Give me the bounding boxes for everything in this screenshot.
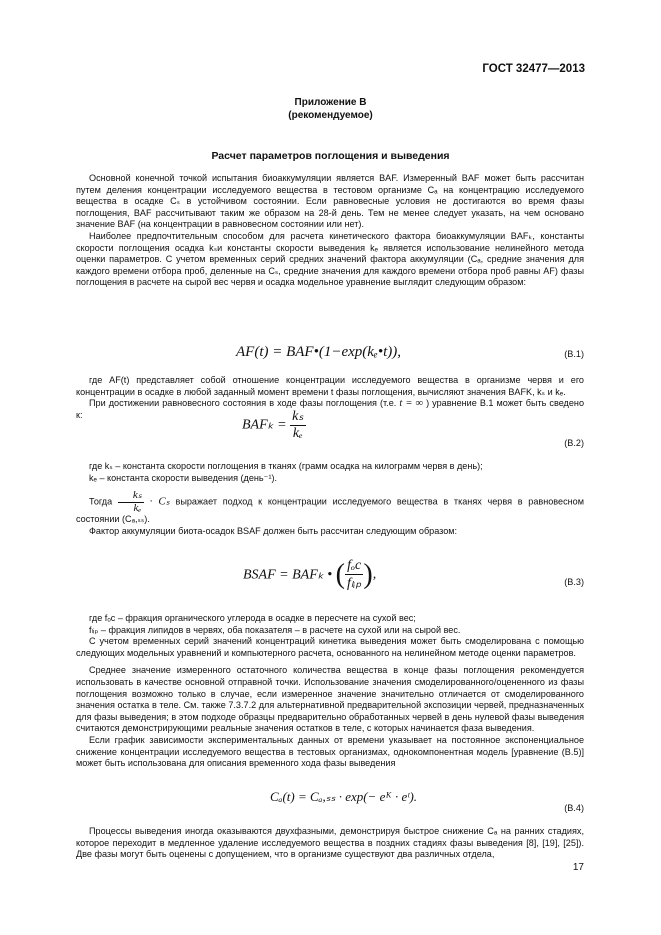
equation-b2 (242, 408, 306, 442)
inline-frac-denominator: kₑ (133, 501, 142, 514)
paragraph-block-2 (76, 375, 584, 421)
paragraph: Фактор аккумуляции биота-осадок BSAF должен быть рассчитан следующим образом: (89, 526, 458, 537)
equation-b2-numerator: kₛ (292, 409, 304, 424)
equation-b4: Cₐ(t) = Cₐ,ₛₛ · exp(− eᴷ · eᵗ). (270, 789, 418, 804)
paragraph: Процессы выведения иногда оказываются двухфазными, демонстрируя быстрое снижение Cₐ на ранних стадиях, которое переходит в медленное удаление исследуемого вещества в поздних стадиях фазы выведения [8], [19], [25]). Две фазы могут быть оценены с допущением, что в организме существуют два различных отдела, (76, 826, 584, 860)
equation-b3: BSAF = BAFₖ • ( $\frac{\text{fₒc}}{\text{fₗᵢₚ}}$ ), (243, 558, 377, 591)
paragraph: Наиболее предпочтительным способом для расчета кинетического фактора биоаккумуляции BAFₖ, константы скорости поглощения осадка kₛи константы скорости выведения kₑ является использование нелинейного метода оценки параметров. С учетом временных серий средних значений фактора аккумуляции (Cₐ, средние значения для каждого времени отбора проб, деленные на Cₛ, средние значения для каждого времени отбора проб равны AF) фазы поглощения в расчете на сырой вес червя и осадка модельное уравнение выглядит следующим образом: (76, 230, 584, 288)
paragraph: Среднее значение измеренного остаточного количества вещества в конце фазы поглощения рекомендуется использовать в качестве основной отправной точки. Использование значения смоделированного/оцененного из фазы поглощения возможно только в случае, если измеренное значение значительно отличается от смоделированного значения остатка в теле. См. также 7.3.7.2 для альтернативной предварительной экспозиции червей, предназначенных для фазы выведения; в этом подходе образцы предварительно обработанных червей в день нулевой фазы выведения считаются демонстрирующими реальные значения остатков в теле, с которых начинается фаза выведения. (76, 665, 584, 734)
equation-label-b4: (В.4) (564, 803, 584, 813)
equation-b2-lhs: BAFₖ = (242, 417, 287, 433)
paragraph: Если график зависимости экспериментальных данных от времени указывает на постоянное экспоненциальное снижение концентрации исследуемого вещества в тестовых организмах, однокомпонентная модель [уравнение (В.5)] может быть использована для описания временного хода фазы выведения (76, 734, 584, 769)
equation-label-b2: (В.2) (564, 438, 584, 448)
paragraph: fₗᵢₚ – фракция липидов в червях, оба показателя – в расчете на сухой или на сырой вес. (89, 624, 461, 635)
paragraph-block-1 (76, 173, 584, 289)
equation-b1: AF(t) = BAF•(1−exp(kₑ•t)), (236, 344, 402, 360)
equation-b2-denominator: kₑ (292, 426, 303, 441)
paragraph: выражает подход к концентрации исследуемого вещества в тканях червя в равновесном состоянии (Cₐ,ₛₛ). (76, 496, 584, 525)
section-title: Расчет параметров поглощения и выведения (211, 150, 450, 162)
paragraph: где fₒc – фракция органического углерода в осадке в пересчете на сухой вес; (89, 613, 416, 623)
paragraph: Тогда (89, 496, 113, 507)
paragraph: Основной конечной точкой испытания биоаккумуляции является BAF. Измеренный BAF может быть рассчитан путем деления концентрации исследуемого вещества в тестовом организме Cₐ на концентрацию исследуемого вещества в осадке Cₛ в устойчивом состоянии. Если равновесные условия не достигаются во время фазы поглощения, BAF рассчитывают таким же образом на 28-й день. Тем не менее следует указать, на чем основано значение BAF (на концентрации в равновесном состоянии или нет). (76, 173, 584, 230)
paragraph: ) уравнение В.1 может быть сведено к: (76, 398, 584, 420)
paragraph-block-3 (76, 461, 584, 538)
equation-label-b1: (В.1) (564, 349, 584, 359)
inline-condition: t = ∞ (399, 398, 424, 410)
paragraph-block-4 (76, 613, 584, 770)
equation-b3-numerator: fₒc (345, 558, 363, 575)
page-number: 17 (572, 862, 584, 873)
annex-title: Приложение В (294, 97, 367, 108)
paragraph: При достижении равновесного состояния в ходе фазы поглощения (т.е. (89, 398, 397, 409)
paragraph-block-5 (76, 826, 584, 861)
document-code: ГОСТ 32477—2013 (482, 63, 585, 75)
equation-b3-lhs: BSAF = BAFₖ • (243, 567, 333, 583)
equation-b3-denominator: fₗᵢₚ (346, 576, 362, 591)
paragraph: kₑ – константа скорости выведения (день⁻¹). (89, 472, 278, 483)
inline-frac-numerator: kₛ (118, 490, 144, 503)
paragraph: С учетом временных серий значений концентраций кинетика выведения может быть смоделирована с помощью следующих модельных уравнений и компьютерного расчета, основанного на нелинейном методе оценки параметров. (76, 636, 584, 658)
equation-label-b3: (В.3) (564, 577, 584, 587)
paragraph: где AF(t) представляет собой отношение концентрации исследуемого вещества в организме червя и его концентрации в осадке в любой заданный момент времени t фазы поглощения, вычисляют значения BAFK, kₛ и kₑ. (76, 375, 584, 397)
paragraph: где kₛ – константа скорости поглощения в тканях (грамм осадка на килограмм червя в день); (89, 461, 483, 471)
annex-type: (рекомендуемое) (288, 110, 373, 121)
inline-cs: · Cₛ (149, 495, 170, 508)
